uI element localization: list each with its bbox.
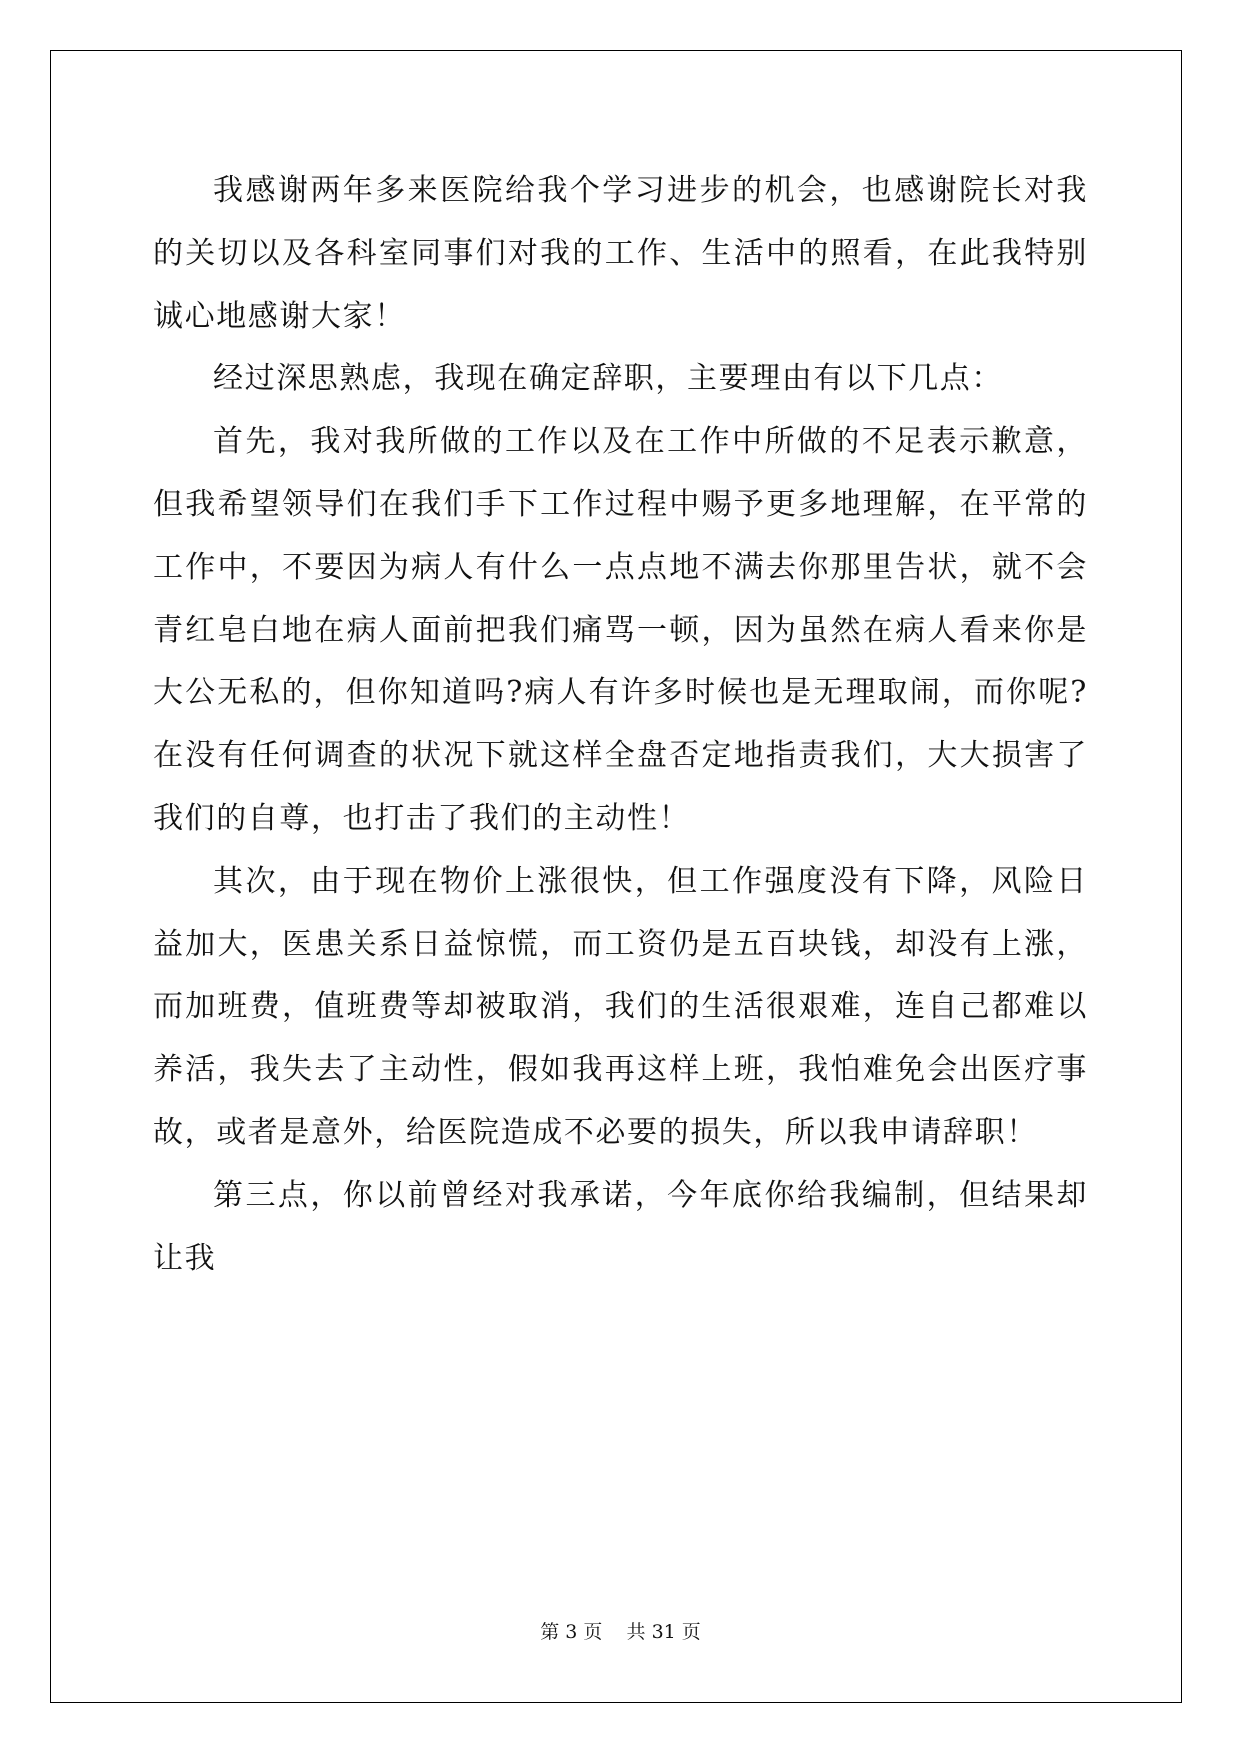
paragraph-reason-first: 首先，我对我所做的工作以及在工作中所做的不足表示歉意，但我希望领导们在我们手下工作过程中赐予更多地理解，在平常的工作中，不要因为病人有什么一点点地不满去你那里告状，就不会青红皂白地在病人面前把我们痛骂一顿，因为虽然在病人看来你是大公无私的，但你知道吗?病人有许多时候也是无理取闹，而你呢?在没有任何调查的状况下就这样全盘否定地指责我们，大大损害了我们的自尊，也打击了我们的主动性！ bbox=[153, 424, 1088, 836]
page-number: 第 3 页 bbox=[540, 1621, 603, 1643]
document-body bbox=[153, 160, 1088, 1290]
paragraph-decision: 经过深思熟虑，我现在确定辞职，主要理由有以下几点： bbox=[213, 361, 1003, 397]
total-pages: 共 31 页 bbox=[626, 1621, 701, 1643]
page-footer bbox=[0, 1617, 1241, 1644]
paragraph-reason-third: 第三点，你以前曾经对我承诺，今年底你给我编制，但结果却让我 bbox=[153, 1177, 1088, 1276]
paragraph-reason-second: 其次，由于现在物价上涨很快，但工作强度没有下降，风险日益加大，医患关系日益惊慌，而工资仍是五百块钱，却没有上涨，而加班费，值班费等却被取消，我们的生活很艰难，连自己都难以养活，我失去了主动性，假如我再这样上班，我怕难免会出医疗事故，或者是意外，给医院造成不必要的损失，所以我申请辞职！ bbox=[153, 863, 1088, 1150]
paragraph-gratitude: 我感谢两年多来医院给我个学习进步的机会，也感谢院长对我的关切以及各科室同事们对我的工作、生活中的照看，在此我特别诚心地感谢大家！ bbox=[153, 173, 1088, 334]
